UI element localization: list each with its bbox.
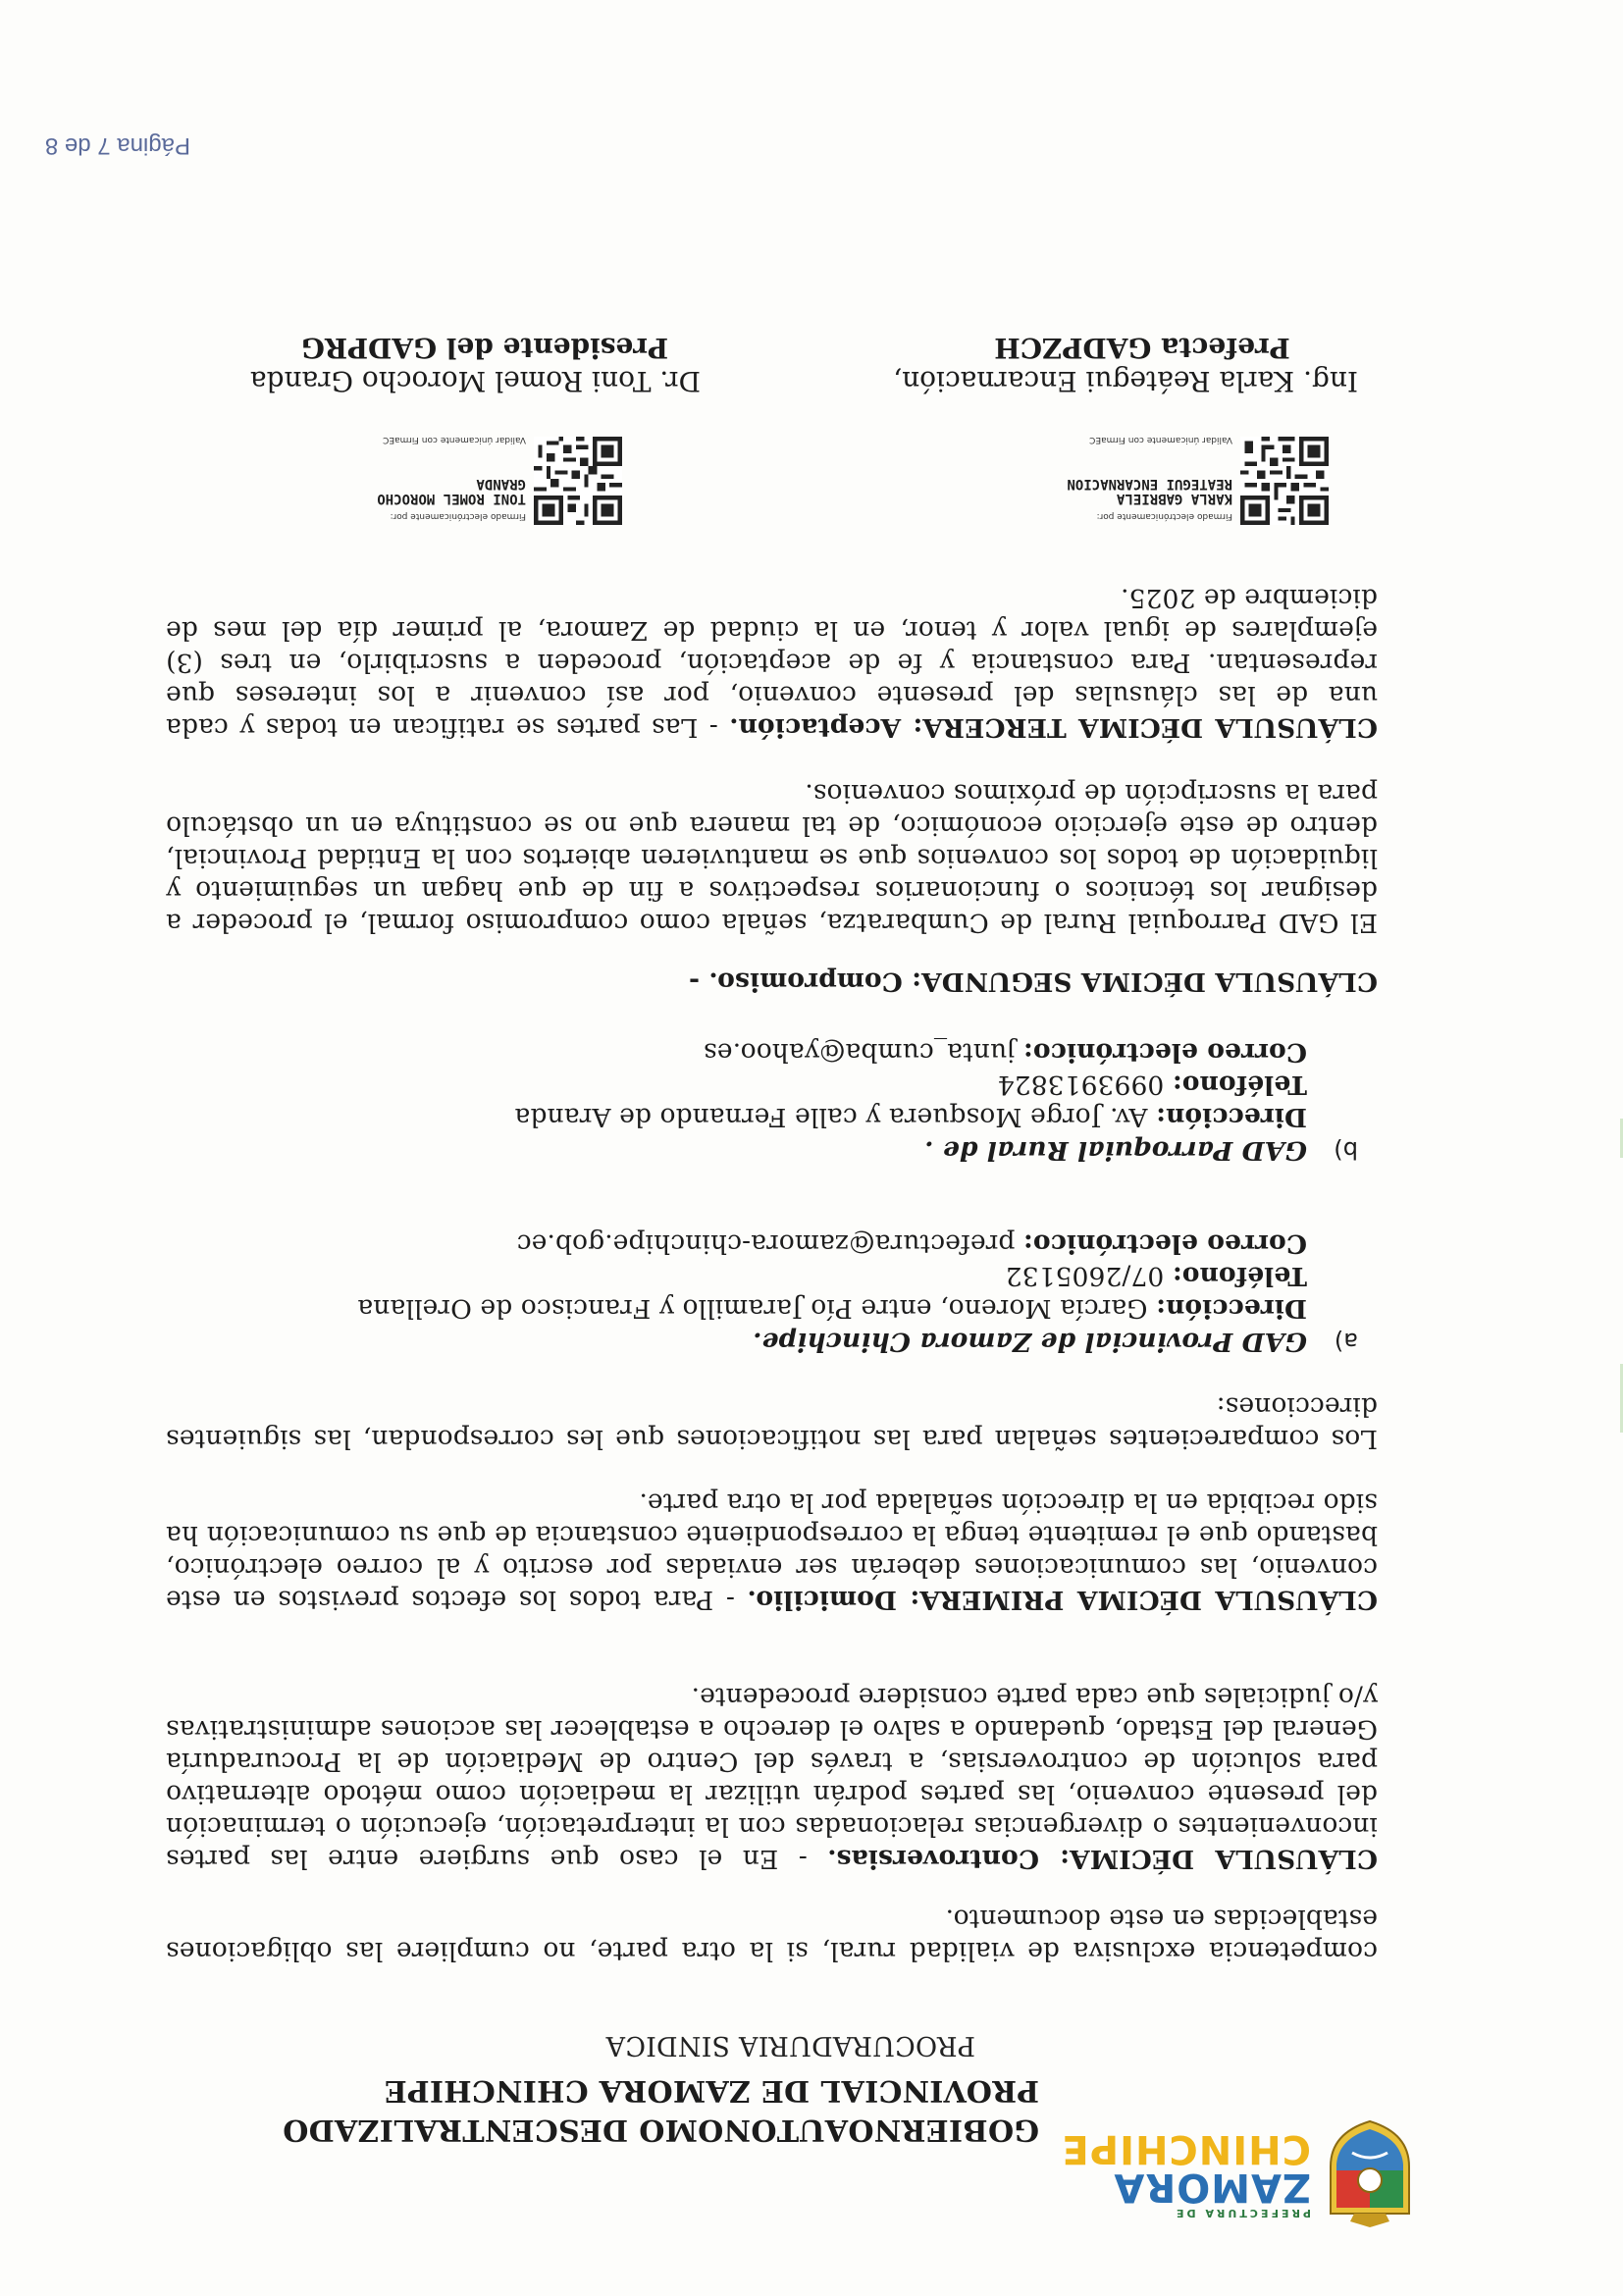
party-a-direccion-label: Dirección: — [1156, 1293, 1307, 1324]
clause-11-heading: CLÁUSULA DÉCIMA PRIMERA: Domicilio. — [747, 1585, 1378, 1615]
party-b-marker: b) — [1334, 1136, 1358, 1164]
clause-12-heading: CLÁUSULA DÉCIMA SEGUNDA: Compromiso. - — [688, 966, 1378, 997]
clause-11 — [166, 1487, 1378, 1616]
party-a-telefono: 07/2605132 — [1005, 1261, 1173, 1291]
party-b-name: GAD Parroquial Rural de . — [924, 1135, 1307, 1166]
party-b-telefono: 0993913824 — [997, 1070, 1173, 1100]
clause-11-text: - Para todos los efectos previstos en este convenio, las comunicaciones deberán ser enviadas por escrito y al correo electrónico, bastando que el remitente tenga la correspondiente constancia de que su comunicación ha sido recibida en la dirección señalada por la otra parte. — [166, 1487, 1378, 1615]
party-a-direccion: García Moreno, entre Pío Jaramillo y Francisco de Orellana — [357, 1293, 1157, 1324]
e-sign-1-name: KARLA GABRIELA REATEGUI ENCARNACION — [1067, 476, 1232, 506]
party-a-correo: prefectura@zamora-chinchipe.gob.ec — [516, 1228, 1023, 1259]
party-a — [181, 1227, 1358, 1358]
e-signature-2 — [269, 427, 622, 525]
party-b-correo-label: Correo electrónico: — [1022, 1037, 1307, 1068]
clause-13-text: - Las partes se ratifican en todas y cada una de las cláusulas del presente convenio, por así convenir a los intereses que representan. Para constancia y fe de aceptación, proceden a suscribirlo, en tres (3) ejemplares de igual valor y tenor, en la ciudad de Zamora, al primer día del mes de diciembre de 2025. — [165, 583, 1378, 743]
signer-2-role: Presidente del GADPRG — [300, 332, 669, 364]
header-subtitle: PROCURADURIA SINDICA — [605, 2030, 975, 2061]
header-title-line1: GOBIERNOAUTONOMO DESCENTRALIZADO — [282, 2113, 1039, 2147]
party-a-marker: a) — [1334, 1328, 1358, 1355]
party-a-name-row — [181, 1325, 1358, 1358]
party-a-correo-row — [181, 1227, 1358, 1260]
logo-wordmark — [1061, 2126, 1311, 2219]
header-title-line2: PROVINCIAL DE ZAMORA CHINCHIPE — [384, 2073, 1039, 2108]
prefectura-logo — [995, 2119, 1417, 2227]
party-b-telefono-label: Teléfono: — [1172, 1070, 1307, 1100]
clause-10-text: - En el caso que surgiere entre las partes inconvenientes o divergencias relacionadas con la interpretación, ejecución o terminación del presente convenio, las partes podrán utilizar la mediación como método alternativo para solución de controversias, a través del Centro de Mediación de la Procuraduría General del Estado, quedando a salvo el derecho a establecer las acciones administrativas y/o judiciales que cada parte considere procedente. — [166, 1682, 1378, 1874]
party-b-name-row — [181, 1133, 1358, 1167]
page-number: Página 7 de 8 — [44, 132, 190, 159]
signer-1 — [893, 331, 1358, 397]
clause-10 — [166, 1681, 1378, 1875]
party-a-correo-label: Correo electrónico: — [1022, 1228, 1307, 1259]
party-a-direccion-row — [181, 1292, 1358, 1325]
party-b-correo-row — [181, 1036, 1358, 1069]
coat-of-arms-icon — [1323, 2119, 1417, 2227]
e-signature-1 — [975, 427, 1329, 525]
e-sign-2-footer: Validar únicamente con FirmaEC — [383, 435, 526, 444]
clause-13-heading: CLÁUSULA DÉCIMA TERCERA: Aceptación. — [729, 712, 1378, 743]
e-sign-2-header: Firmado electrónicamente por: — [390, 511, 526, 521]
signer-2-name: Dr. Toni Romel Morocho Granda — [249, 365, 701, 397]
signer-1-role: Prefecta GADPZCH — [994, 332, 1290, 364]
logo-chinchipe: CHINCHIPE — [1061, 2126, 1311, 2171]
party-a-telefono-row — [181, 1260, 1358, 1292]
logo-small-text: PREFECTURA DE — [1173, 2207, 1311, 2219]
party-a-telefono-label: Teléfono: — [1172, 1261, 1307, 1291]
intro-paragraph: competencia exclusiva de vialidad rural, si la otra parte, no cumpliere las obligaciones establecidas en este documento. — [166, 1904, 1378, 1966]
clause-12-text: El GAD Parroquial Rural de Cumbaratza, señala como compromiso formal, el proceder a designar los técnicos o funcionarios respectivos a fin de que hagan un seguimiento y liquidación de todos los convenios que se mantuvieren abiertos con la Entidad Provincial, dentro de este ejercicio económico, de tal manera que no se constituya en un obstáculo para la suscripción de próximos convenios. — [166, 778, 1378, 938]
e-sign-1-footer: Validar únicamente con FirmaEC — [1089, 435, 1232, 444]
party-b — [181, 1036, 1358, 1167]
e-sign-1-header: Firmado electrónicamente por: — [1096, 511, 1232, 521]
clause-13 — [166, 582, 1378, 744]
party-b-correo: junta_cumba@yahoo.es — [704, 1037, 1023, 1068]
clause-10-heading: CLÁUSULA DÉCIMA: Controversias. — [827, 1844, 1378, 1874]
party-a-name: GAD Provincial de Zamora Chinchipe. — [753, 1327, 1307, 1357]
party-b-direccion-label: Dirección: — [1156, 1102, 1307, 1132]
addresses-intro: Los comparecientes señalan para las notificaciones que les correspondan, las siguientes direcciones: — [166, 1391, 1378, 1454]
signer-1-name: Ing. Karla Reátegui Encarnación, — [893, 365, 1358, 397]
e-sign-2-name: TONI ROMEL MOROCHO GRANDA — [377, 476, 526, 506]
party-b-direccion: Av. Jorge Mosquera y calle Fernando de Aranda — [514, 1102, 1157, 1132]
signer-2 — [249, 331, 701, 397]
qr-code-icon — [534, 437, 622, 525]
party-b-direccion-row — [181, 1101, 1358, 1133]
qr-code-icon — [1240, 437, 1329, 525]
party-b-telefono-row — [181, 1069, 1358, 1101]
logo-zamora: ZAMORA — [1113, 2165, 1311, 2210]
